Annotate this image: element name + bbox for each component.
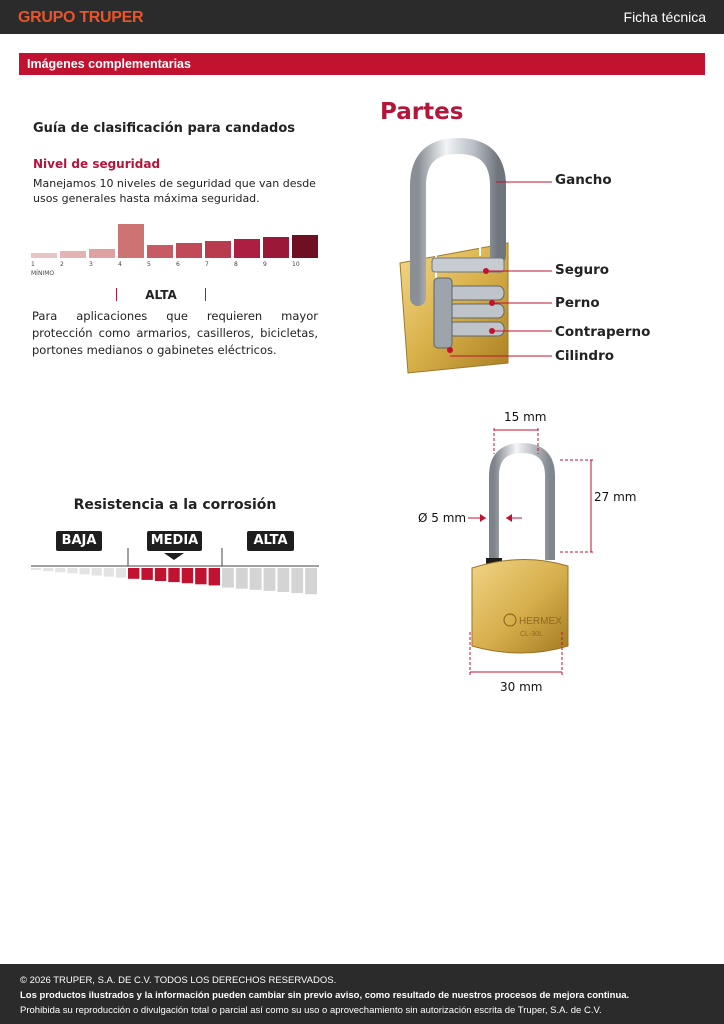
part-label-contraperno: Contraperno xyxy=(555,324,651,340)
corrosion-scale-bar xyxy=(195,568,206,584)
security-level-bar xyxy=(176,243,202,258)
minimum-label: MÍNIMO xyxy=(31,270,55,277)
footer-notice: Los productos ilustrados y la información pueden cambiar sin previo aviso, como resultado de nuestros procesos de mejora continua. xyxy=(20,990,630,1001)
security-level-bar xyxy=(89,249,115,258)
security-level-number: 5 xyxy=(147,261,151,268)
corrosion-scale-bar xyxy=(55,568,65,572)
section-title: Imágenes complementarias xyxy=(27,57,191,71)
security-level-title: Nivel de seguridad xyxy=(33,157,161,171)
corrosion-scale-bar xyxy=(305,568,317,594)
corrosion-scale-bar xyxy=(264,568,276,591)
security-level-number: 3 xyxy=(89,261,93,268)
corrosion-scale-bar xyxy=(168,568,179,582)
corrosion-scale-bar xyxy=(236,568,248,589)
dimension-shackle-width: 15 mm xyxy=(504,410,547,424)
security-level-chart xyxy=(31,222,321,280)
parts-title: Partes xyxy=(380,99,464,125)
padlock-dimension-drawing xyxy=(410,418,640,680)
doc-type-label: Ficha técnica xyxy=(623,9,706,25)
corrosion-tag-alta: ALTA xyxy=(247,531,294,551)
corrosion-scale-bar xyxy=(291,568,303,593)
corrosion-scale-bar xyxy=(92,568,102,576)
brand-logo: GRUPO TRUPER xyxy=(18,9,144,26)
corrosion-scale-bar xyxy=(155,568,166,581)
security-level-bar xyxy=(205,241,231,258)
security-level-number: 7 xyxy=(205,261,209,268)
security-level-number: 10 xyxy=(292,261,300,268)
security-applications: Para aplicaciones que requieren mayor protección como armarios, casilleros, bicicletas, portones medianos o gabinetes eléctricos. xyxy=(32,309,318,357)
corrosion-tag-media: MEDIA xyxy=(147,531,202,551)
corrosion-scale-bar xyxy=(31,568,41,570)
dimension-shackle-height: 27 mm xyxy=(594,490,637,504)
corrosion-indicator-arrow xyxy=(164,553,184,560)
page-footer xyxy=(0,964,724,1024)
security-level-number: 4 xyxy=(118,261,122,268)
security-guide-title: Guía de clasificación para candados xyxy=(33,121,296,136)
security-level-description: Manejamos 10 niveles de seguridad que van desde usos generales hasta máxima seguridad. xyxy=(33,177,316,205)
corrosion-title: Resistencia a la corrosión xyxy=(73,497,277,513)
security-level-number: 2 xyxy=(60,261,64,268)
corrosion-tag-baja: BAJA xyxy=(56,531,102,551)
combination-padlock-illustration xyxy=(390,138,560,383)
part-label-cilindro: Cilindro xyxy=(555,348,614,364)
corrosion-scale-bar xyxy=(43,568,53,571)
security-level-bar xyxy=(31,253,57,258)
security-level-bar xyxy=(234,239,260,258)
corrosion-scale-bar xyxy=(182,568,193,583)
corrosion-scale-bar xyxy=(104,568,114,577)
security-level-number: 8 xyxy=(234,261,238,268)
security-level-number: 1 xyxy=(31,261,35,268)
corrosion-scale-bar xyxy=(250,568,262,590)
corrosion-scale-bar xyxy=(128,568,139,579)
padlock-brand-engraving: HERMEX xyxy=(519,616,562,627)
corrosion-scale-bar xyxy=(141,568,152,580)
security-level-bar xyxy=(263,237,289,258)
section-header xyxy=(19,53,705,75)
security-level-number: 9 xyxy=(263,261,267,268)
part-label-seguro: Seguro xyxy=(555,262,610,278)
corrosion-scale-bar xyxy=(67,568,77,573)
dimension-body-width: 30 mm xyxy=(500,680,543,694)
security-level-bar xyxy=(292,235,318,258)
top-bar xyxy=(0,0,724,34)
corrosion-scale-bar xyxy=(116,568,126,578)
padlock-model-engraving: CL-30L xyxy=(520,631,543,638)
corrosion-scale-bar xyxy=(222,568,234,588)
corrosion-scale-bar xyxy=(277,568,289,592)
security-level-name: ALTA xyxy=(116,288,206,302)
security-level-bar xyxy=(147,245,173,258)
part-label-perno: Perno xyxy=(555,295,600,311)
security-level-bar xyxy=(60,251,86,258)
corrosion-scale-bar xyxy=(209,568,220,585)
part-label-gancho: Gancho xyxy=(555,172,612,188)
security-level-bar xyxy=(118,224,144,258)
corrosion-scale-bar xyxy=(80,568,90,574)
footer-copyright: © 2026 TRUPER, S.A. DE C.V. TODOS LOS DERECHOS RESERVADOS. xyxy=(20,975,337,986)
corrosion-scale-chart xyxy=(31,548,321,598)
security-level-number: 6 xyxy=(176,261,180,268)
dimension-shackle-diameter: Ø 5 mm xyxy=(418,511,467,525)
footer-legal: Prohibida su reproducción o divulgación total o parcial así como su uso o aprovechamiento sin autorización escrita de Truper, S.A. de C.V. xyxy=(20,1005,602,1016)
